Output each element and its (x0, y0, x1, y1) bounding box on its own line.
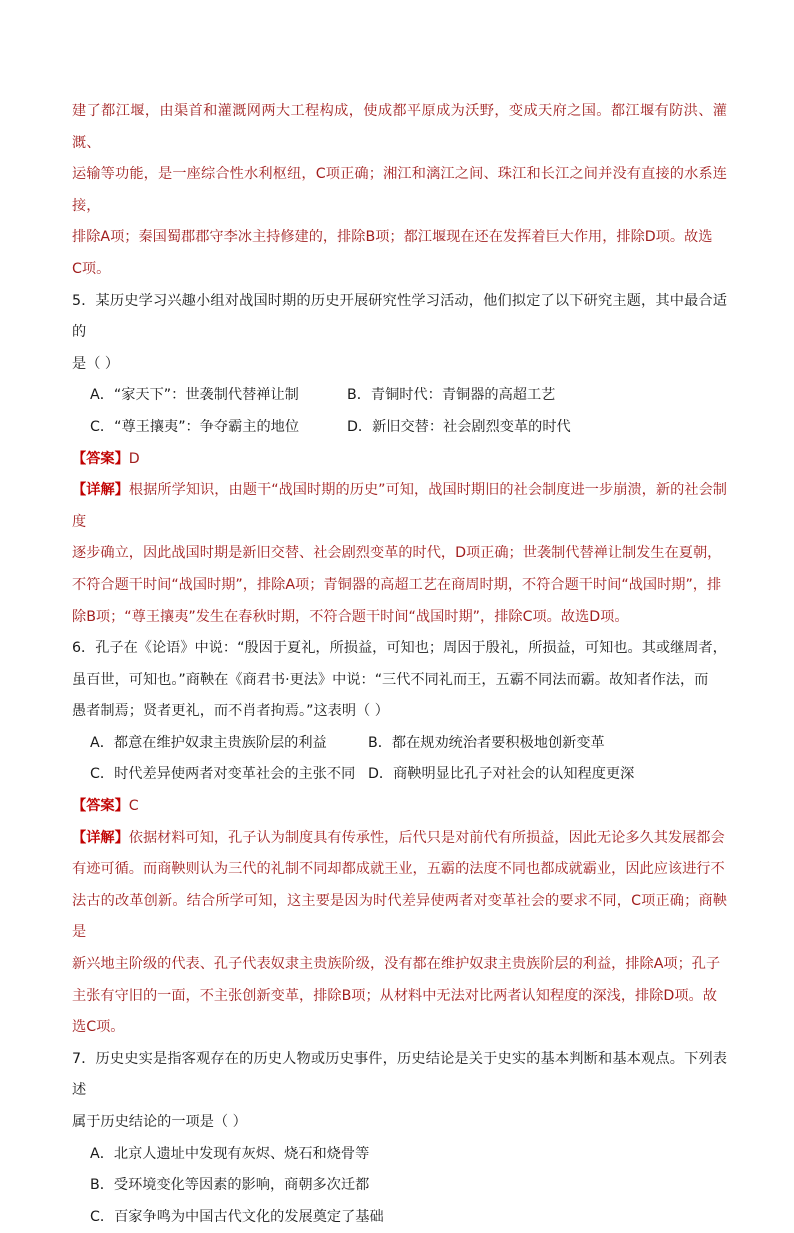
options-row (72, 728, 727, 760)
option-c: C．百家争鸣为中国古代文化的发展奠定了基础 (90, 1208, 384, 1225)
option-c: C．“尊王攘夷”：争夺霸主的地位 (90, 418, 300, 435)
question-6 (72, 633, 727, 1044)
option-b: B．受环境变化等因素的影响，商朝多次迁都 (90, 1177, 370, 1194)
option-b: B．青铜时代：青铜器的高超工艺 (347, 387, 556, 404)
paragraph-line: 运输等功能，是一座综合性水利枢纽，C项正确；湘江和漓江之间、珠江和长江之间并没有直接的水系连接， (72, 166, 727, 214)
previous-explanation (72, 96, 727, 286)
detail-line: 主张有守旧的一面，不主张创新变革，排除B项；从材料中无法对比两者认知程度的深浅，排除D项。故 (72, 987, 717, 1004)
answer-value: C (128, 798, 139, 815)
detail-line (72, 475, 727, 538)
answer-line (72, 444, 727, 476)
question-stem: 是（ ） (72, 355, 120, 372)
option-a: A．都意在维护奴隶主贵族阶层的利益 (90, 734, 327, 751)
question-stem: 虽百世，可知也。”商鞅在《商君书·更法》中说：“三代不同礼而王，五霸不同法而霸。故知者作法，而 (72, 671, 709, 688)
option-a: A．北京人遗址中发现有灰烬、烧石和烧骨等 (90, 1145, 370, 1162)
option-d: D．商鞅明显比孔子对社会的认知程度更深 (368, 766, 635, 783)
detail-line: 法古的改革创新。结合所学可知，这主要是因为时代差异使两者对变革社会的要求不同，C项正确；商鞅是 (72, 892, 727, 941)
question-stem: 愚者制焉；贤者更礼，而不肖者拘焉。”这表明（ ） (72, 703, 389, 720)
question-stem: 6．孔子在《论语》中说：“殷因于夏礼，所损益，可知也；周因于殷礼，所损益，可知也。其或继周者， (72, 640, 727, 657)
option-a: A．“家天下”：世袭制代替禅让制 (90, 387, 299, 404)
detail-tag: 【详解】 (72, 829, 129, 846)
options-row (72, 759, 727, 791)
question-7 (72, 1044, 727, 1233)
question-5 (72, 286, 727, 634)
answer-line (72, 791, 727, 823)
question-stem: 5．某历史学习兴趣小组对战国时期的历史开展研究性学习活动，他们拟定了以下研究主题，其中最合适的 (72, 292, 727, 341)
option-b: B．都在规劝统治者要积极地创新变革 (368, 734, 605, 751)
answer-value: D (128, 450, 140, 467)
detail-line: 有迹可循。而商鞅则认为三代的礼制不同却都成就王业，五霸的法度不同也都成就霸业，因此应该进行不 (72, 861, 725, 878)
detail-line: 新兴地主阶级的代表、孔子代表奴隶主贵族阶级，没有都在维护奴隶主贵族阶层的利益，排除A项；孔子 (72, 956, 721, 973)
option-d: D．新旧交替：社会剧烈变革的时代 (347, 418, 571, 435)
question-stem: 属于历史结论的一项是（ ） (72, 1114, 247, 1130)
detail-line: 不符合题干时间“战国时期”，排除A项；青铜器的高超工艺在商周时期，不符合题干时间“战国时期”，排 (72, 576, 722, 593)
detail-line (72, 823, 727, 855)
document-page (72, 96, 727, 1233)
answer-tag: 【答案】 (72, 798, 129, 815)
detail-tag: 【详解】 (72, 482, 129, 499)
paragraph-line: 排除A项；秦国蜀郡郡守李冰主持修建的，排除B项；都江堰现在还在发挥着巨大作用，排除D项。故选 (72, 229, 713, 246)
option-c: C．时代差异使两者对变革社会的主张不同 (90, 766, 356, 783)
detail-line: 逐步确立，因此战国时期是新旧交替、社会剧烈变革的时代，D项正确；世袭制代替禅让制发生在夏朝， (72, 545, 722, 562)
answer-tag: 【答案】 (72, 450, 129, 467)
detail-text: 依据材料可知，孔子认为制度具有传承性，后代只是对前代有所损益，因此无论多久其发展都会 (128, 829, 725, 846)
options-row (72, 412, 727, 444)
question-stem: 7．历史史实是指客观存在的历史人物或历史事件，历史结论是关于史实的基本判断和基本观点。下列表述 (72, 1050, 727, 1099)
options-row (72, 380, 727, 412)
paragraph-line: 建了都江堰，由渠首和灌溉网两大工程构成，使成都平原成为沃野，变成天府之国。都江堰有防洪、灌溉、 (72, 103, 727, 151)
detail-text: 根据所学知识，由题干“战国时期的历史”可知，战国时期旧的社会制度进一步崩溃，新的社会制度 (72, 482, 727, 530)
detail-line: 除B项；“尊王攘夷”发生在春秋时期，不符合题干时间“战国时期”，排除C项。故选D项。 (72, 608, 629, 625)
paragraph-line: C项。 (72, 260, 111, 277)
detail-line: 选C项。 (72, 1019, 125, 1036)
